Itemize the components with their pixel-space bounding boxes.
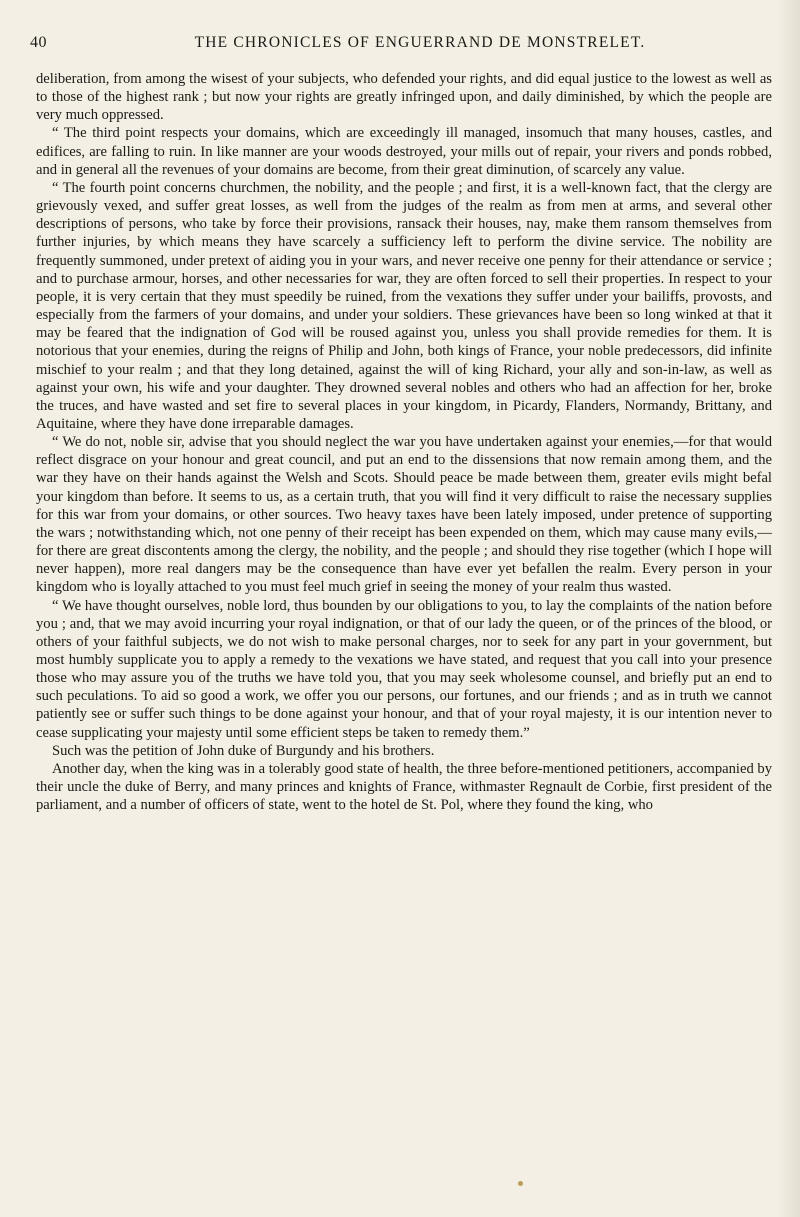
page-number: 40	[30, 34, 47, 51]
body-text	[36, 70, 772, 814]
page-header	[30, 34, 770, 56]
paragraph: “ We do not, noble sir, advise that you should neglect the war you have undertaken against your enemies,—for that would reflect disgrace on your honour and great council, and put an end to the dissensions that now remain among them, and the war they have on their hands against the Welsh and Scots. Should peace be made between them, greater evils might befal your kingdom than before. It seems to us, as a certain truth, that you will find it very difficult to raise the necessary supplies for this war from your domains, or other sources. Two heavy taxes have been lately imposed, under pretence of supporting the wars ; notwithstanding which, not one penny of their receipt has been expended on them, which may cause many evils,—for there are great discontents among the clergy, the nobility, and the people ; and should they rise together (which I hope will never happen), more real dangers may be the consequence than have ever yet befallen the realm. Every person in your kingdom who is loyally attached to you must feel much grief in seeing the money of your realm thus wasted.	[36, 434, 772, 596]
page-edge-shadow	[778, 0, 800, 1217]
running-head: THE CHRONICLES OF ENGUERRAND DE MONSTRELET.	[194, 34, 646, 51]
paragraph: deliberation, from among the wisest of your subjects, who defended your rights, and did equal justice to the lowest as well as to those of the highest rank ; but now your rights are greatly infringed upon, and daily diminished, by which the people are very much oppressed.	[36, 71, 772, 124]
paragraph: “ We have thought ourselves, noble lord, thus bounden by our obligations to you, to lay the complaints of the nation before you ; and, that we may avoid incurring your royal indignation, or that of our lady the queen, or of the princes of the blood, or others of your faithful subjects, we do not wish to make personal charges, nor to seek for any part in your government, but most humbly supplicate you to apply a remedy to the vexations we have stated, and request that you call into your presence those who may assure you of the truths we have told you, that you may seek wholesome counsel, and briefly put an end to such peculations. To aid so good a work, we offer you our persons, our fortunes, and our friends ; and as in truth we cannot patiently see or suffer such things to be done against your honour, and that of your royal majesty, it is our intention never to cease supplicating your majesty until some efficient steps be taken to remedy them.”	[36, 597, 772, 741]
ink-stain	[518, 1181, 523, 1186]
paragraph: Such was the petition of John duke of Burgundy and his brothers.	[52, 742, 435, 759]
paragraph: “ The fourth point concerns churchmen, the nobility, and the people ; and first, it is a well-known fact, that the clergy are grievously vexed, and suffer great losses, as well from the judges of the realm as from men at arms, and several other descriptions of persons, who take by force their provisions, ransack their houses, nay, make them ransom themselves from further injuries, by which means they have scarcely a sufficiency left to perform the divine service. The nobility are frequently summoned, under pretext of aiding you in your wars, and never receive one penny for their attendance or service ; and to purchase armour, horses, and other necessaries for war, they are often forced to sell their properties. In respect to your people, it is very certain that they must speedily be ruined, from the vexations they suffer under your bailiffs, provosts, and especially from the farmers of your domains, and under your soldiers. These grievances have been so long winked at that it may be feared that the indignation of God will be roused against you, unless you shall provide remedies for them. It is notorious that your enemies, during the reigns of Philip and John, both kings of France, your noble predecessors, did infinite mischief to your realm ; and that they long detained, against the will of king Richard, your ally and son-in-law, as well as against your own, his wife and your daughter. They drowned several nobles and others who had an affection for her, broke the truces, and have wasted and set fire to several places in your kingdom, in Picardy, Flanders, Normandy, Brittany, and Aquitaine, where they have done irreparable damages.	[36, 179, 772, 432]
paragraph: Another day, when the king was in a tolerably good state of health, the three before-mentioned petitioners, accompanied by their uncle the duke of Berry, and many princes and knights of France, withmaster Regnault de Corbie, first president of the parliament, and a number of officers of state, went to the hotel de St. Pol, where they found the king, who	[36, 760, 772, 814]
paragraph: “ The third point respects your domains, which are exceedingly ill managed, insomuch that many houses, castles, and edifices, are falling to ruin. In like manner are your woods destroyed, your mills out of repair, your rivers and ponds robbed, and in general all the revenues of your domains are become, from their great diminution, of scarcely any value.	[36, 125, 772, 178]
